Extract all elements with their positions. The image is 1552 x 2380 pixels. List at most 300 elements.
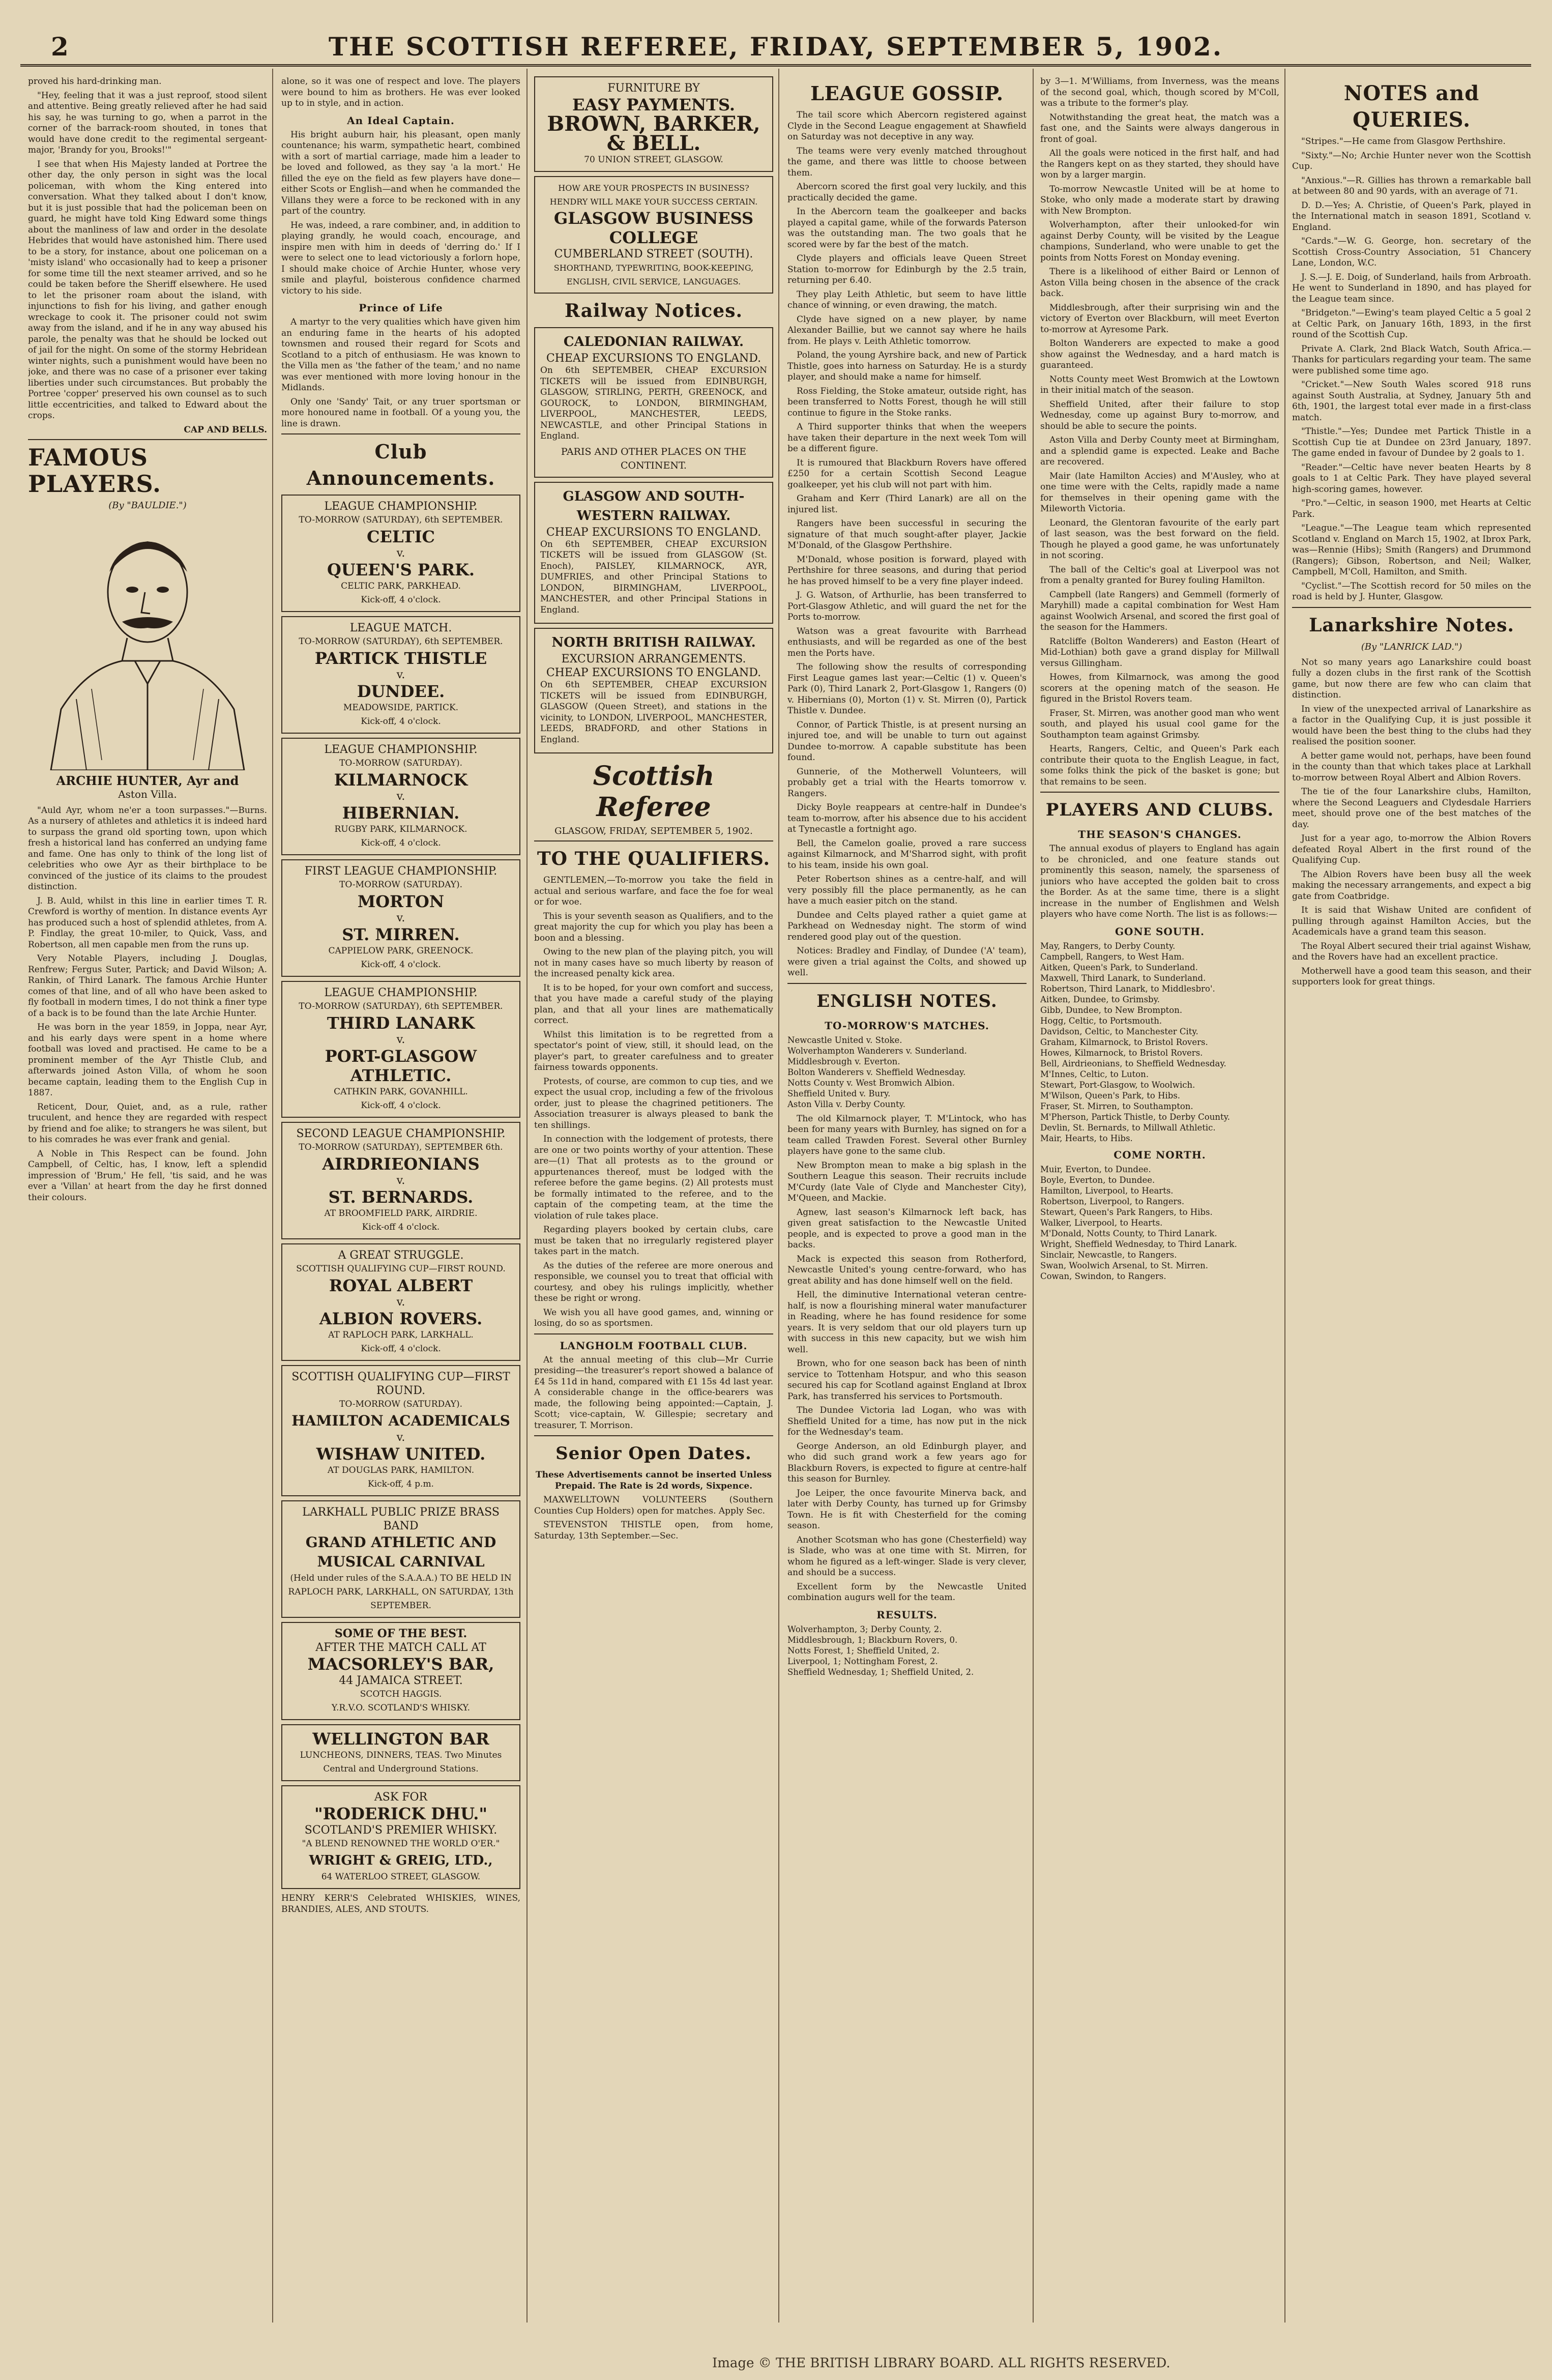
paragraph: Hell, the diminutive International veteran centre-half, is now a flourishing mineral water manufacturer in Reading, where he has found residence for some years. It is very seldom that our old players turn up with success in this new capacity, but we wish him well.	[787, 1290, 1027, 1355]
paragraph: "Auld Ayr, whom ne'er a toon surpasses."—Burns. As a nursery of athletes and athletics it is indeed hard to surpass the grand old sporting town, upon which fresh a historical land has conferred an undying fame and fame. One has only to think of the long list of celebrities who owe Ayr as their birthplace to be convinced of the justice of its claims to the proudest distinction.	[28, 805, 267, 892]
list-item: Stewart, Queen's Park Rangers, to Hibs.	[1040, 1207, 1213, 1217]
advert-line: SHORTHAND, TYPEWRITING, BOOK-KEEPING, ENGLISH, CIVIL SERVICE, LANGUAGES.	[553, 263, 754, 286]
paragraph: It is rumoured that Blackburn Rovers have offered £250 for a certain Scottish Second League goalkeeper, yet his club will not part with him.	[787, 457, 1027, 490]
paragraph: Excellent form by the Newcastle United combination augurs well for the team.	[787, 1581, 1027, 1603]
paragraph: Hearts, Rangers, Celtic, and Queen's Park each contribute their quota to the English League, in fact, some folks think the pick of the basket is gone; but that remains to be seen.	[1040, 744, 1279, 787]
advert-line: A GREAT STRUGGLE.	[338, 1249, 464, 1262]
advert-title: "RODERICK DHU."	[314, 1804, 488, 1823]
list-item: Bolton Wanderers v. Sheffield Wednesday.	[787, 1067, 966, 1077]
column-rule	[272, 69, 273, 2323]
advert-line: HOW ARE YOUR PROSPECTS IN BUSINESS? HENDRY WILL MAKE YOUR SUCCESS CERTAIN.	[549, 183, 758, 207]
advert-line: CUMBERLAND STREET (SOUTH).	[554, 248, 753, 260]
list-item: M'Pherson, Partick Thistle, to Derby County.	[1040, 1112, 1230, 1122]
paragraph: Ross Fielding, the Stoke amateur, outside right, has been transferred to Notts Forest, though he will still continue to figure in the Stoke ranks.	[787, 386, 1027, 418]
paragraph: As the duties of the referee are more onerous and responsible, we counsel you to treat that official with courtesy, and obey his rulings implicitly, whether these be right or wrong.	[534, 1260, 773, 1303]
match-advert	[281, 616, 520, 734]
list-item: Notts Forest, 1; Sheffield United, 2.	[787, 1645, 940, 1656]
advert-versus: v.	[396, 1296, 405, 1309]
advert-team: PARTICK THISTLE	[314, 649, 487, 668]
advert-line: SCOTLAND'S PREMIER WHISKY.	[304, 1824, 497, 1837]
paragraph: We wish you all have good games, and, winning or losing, do so as sportsmen.	[534, 1307, 773, 1328]
paragraph: Aston Villa and Derby County meet at Birmingham, and a splendid game is expected. Leake and Bache are recovered.	[1040, 435, 1279, 467]
masthead-title: THE SCOTTISH REFEREE, FRIDAY, SEPTEMBER 5, 1902.	[328, 32, 1223, 62]
paragraph: "Bridgeton."—Ewing's team played Celtic a 5 goal 2 at Celtic Park, on January 16th, 1893, in the first round of the Scottish Cup.	[1292, 308, 1531, 340]
advert-line: TO-MORROW (SATURDAY), 6th SEPTEMBER.	[299, 515, 503, 525]
archie-hunter-portrait	[41, 516, 254, 770]
advert-title: GLASGOW BUSINESS COLLEGE	[553, 209, 754, 247]
advert-line: LUNCHEONS, DINNERS, TEAS. Two Minutes Central and Underground Stations.	[300, 1750, 502, 1774]
divider	[1040, 792, 1279, 793]
paragraph: In the Abercorn team the goalkeeper and backs played a capital game, while of the forwards Paterson was the outstanding man. The two goals that he scored were by far the best of the match.	[787, 207, 1027, 250]
paragraph: Gunnerie, of the Motherwell Volunteers, will probably get a trial with the Hearts tomorrow v. Rangers.	[787, 766, 1027, 799]
paragraph: Motherwell have a good team this season, and their supporters look for great things.	[1292, 966, 1531, 987]
advert-line: 64 WATERLOO STREET, GLASGOW.	[321, 1872, 481, 1882]
divider	[534, 1333, 773, 1334]
divider	[534, 1435, 773, 1436]
list-item: Wolverhampton, 3; Derby County, 2.	[787, 1624, 942, 1634]
match-advert	[281, 1122, 520, 1239]
paragraph: In view of the unexpected arrival of Lanarkshire as a factor in the Qualifying Cup, it is just possible it would have been the best thing to the clubs had they realised the position sooner.	[1292, 704, 1531, 747]
advert-versus: v.	[396, 912, 405, 924]
paragraph: The ball of the Celtic's goal at Liverpool was not from a penalty granted for Burey fouling Hamilton.	[1040, 564, 1279, 586]
advert-line: SCOTCH HAGGIS.	[360, 1689, 442, 1699]
match-advert	[281, 738, 520, 855]
divider	[787, 983, 1027, 984]
paragraph: Owing to the new plan of the playing pitch, you will not in many cases have so much liberty by reason of the increased penalty kick area.	[534, 947, 773, 979]
paragraph: "Cards."—W. G. George, hon. secretary of the Scottish Cross-Country Association, 51 Chancery Lane, London, W.C.	[1292, 236, 1531, 268]
advert-team: KILMARNOCK	[334, 770, 468, 790]
paragraph: Notwithstanding the great heat, the match was a fast one, and the Saints were always dangerous in front of goal.	[1040, 112, 1279, 144]
list-item: Boyle, Everton, to Dundee.	[1040, 1175, 1155, 1185]
advert-versus: v.	[396, 1033, 405, 1046]
list-item: Wolverhampton Wanderers v. Sunderland.	[787, 1046, 967, 1056]
qualifiers-heading: TO THE QUALIFIERS.	[537, 848, 771, 869]
paragraph: Bell, the Camelon goalie, proved a rare success against Kilmarnock, and M'Sharrod sight, with profit to his team, inside his own goal.	[787, 838, 1027, 870]
paragraph: "League."—The League team which represented Scotland v. England on March 15, 1902, at Ibrox Park, was—Rennie (Hibs); Smith (Rangers) and Drummond (Rangers); Gibson, Robertson, and Neil; Walker, Campbell, M'Coll, Hamilton, and Smith.	[1292, 523, 1531, 577]
paragraph: Regarding players booked by certain clubs, care must be taken that no irregularly registered player takes part in the match.	[534, 1225, 773, 1257]
advert-line: TO-MORROW (SATURDAY), 6th SEPTEMBER.	[299, 636, 503, 647]
paragraph: I see that when His Majesty landed at Portree the other day, the only person in sight was the local policeman, with whom the King entered into conversation. What they talked about I don't know, but it is just possible that had the policeman been on guard, he might have told King Edward some things about the manliness of law and order in the desolate Hebrides that would have astonished him. There used to be a story, for instance, about one policeman on a 'misty island' who occasionally had to keep a prisoner for some time till the next steamer arrived, and so he could be taken before the Sheriff elsewhere. He used to let the prisoner roam about the island, with injunctions to fish for his living, and gather enough wreckage to cook it. The prisoner could not swim away from the island, and if he in any way abused his parole, the penalty was that he should be locked out of jail for the night. On some of the stormy Hebridean winter nights, such a punishment would have been no joke, and there was no case of a prisoner ever taking liberties under such circumstances. But probably the Portree 'copper' preserved his own counsel as to such little eccentricities, and talked to Edward about the crops.	[28, 159, 267, 421]
paragraph: Clyde players and officials leave Queen Street Station to-morrow for Edinburgh by the 2.5 train, returning per 6.40.	[787, 253, 1027, 285]
railway-notices-heading: Railway Notices.	[564, 300, 743, 322]
advert-team: THIRD LANARK	[327, 1013, 475, 1033]
paragraph: GENTLEMEN,—To-morrow you take the field in actual and serious warfare, and face the foe for weal or for woe.	[534, 875, 773, 907]
advert-team: HIBERNIAN.	[342, 803, 460, 823]
advert-line: "A BLEND RENOWNED THE WORLD O'ER."	[302, 1839, 500, 1849]
match-advert	[281, 981, 520, 1118]
paragraph: He was, indeed, a rare combiner, and, in addition to playing grandly, he would coach, encourage, and inspire men with him in deeds of 'derring do.' If I were to select one to lead victoriously a forlorn hope, I should make choice of Archie Hunter, whose very smile and playful, boisterous confidence charmed victory to his side.	[281, 220, 520, 296]
list-item: Liverpool, 1; Nottingham Forest, 2.	[787, 1656, 938, 1666]
column-3	[534, 76, 773, 2305]
paragraph: The teams were very evenly matched throughout the game, and there was little to choose between them.	[787, 146, 1027, 178]
column-fade	[1292, 2274, 1531, 2305]
paragraph: The annual exodus of players to England has again to be chronicled, and one feature stands out prominently this season, namely, the sparseness of juniors who have accepted the golden bait to cross the Border. As at the same time, there is a slight increase in the number of Englishmen and Welsh players who have come North. The list is as follows:—	[1040, 844, 1279, 919]
whisky-advert	[281, 1785, 520, 1889]
advert-title: WELLINGTON BAR	[312, 1729, 489, 1749]
list-item: M'Wilson, Queen's Park, to Hibs.	[1040, 1090, 1181, 1100]
advert-line: 44 JAMAICA STREET.	[339, 1674, 463, 1687]
advert-line: AT RAPLOCH PARK, LARKHALL.	[328, 1330, 474, 1340]
paragraph: alone, so it was one of respect and love. The players were bound to him as brothers. He was ever looked up to in style, and in action.	[281, 76, 520, 108]
english-notes-heading: ENGLISH NOTES.	[816, 991, 998, 1011]
advert-line: ASK FOR	[374, 1791, 428, 1804]
advert-line: TO-MORROW (SATURDAY).	[339, 758, 462, 768]
list-item: Aitken, Dundee, to Grimsby.	[1040, 994, 1160, 1004]
list-item: Aston Villa v. Derby County.	[787, 1099, 906, 1109]
paragraph: J. B. Auld, whilst in this line in earlier times T. R. Crewford is worthy of mention. In distance events Ayr has produced such a host of splendid athletes, from A. P. Findlay, the great 10-miler, to Quick, Vass, and Robertson, all men capable men from the runs up.	[28, 895, 267, 950]
advert-line: TO-MORROW (SATURDAY), SEPTEMBER 6th.	[299, 1142, 503, 1152]
advert-team: CELTIC	[367, 527, 435, 546]
subheading: An Ideal Captain.	[347, 114, 455, 127]
advert-line: Kick-off, 4 o'clock.	[361, 1100, 441, 1111]
paragraph: To-morrow Newcastle United will be at home to Stoke, who only made a moderate start by drawing with New Brompton.	[1040, 184, 1279, 216]
paragraph: Dicky Boyle reappears at centre-half in Dundee's team to-morrow, after his absence due to his accident at Tynecastle a fortnight ago.	[787, 802, 1027, 834]
paragraph: His bright auburn hair, his pleasant, open manly countenance; his warm, sympathetic heart, combined with a sort of martial carriage, made him a leader to be loved and followed, as they say 'a la mort.' He filled the eye on the field as few players have done—either Scots or English—and when he commanded the Villans they were a force to be reckoned with in any part of the country.	[281, 129, 520, 216]
advert-versus: v.	[396, 547, 405, 560]
list-item: Hamilton, Liverpool, to Hearts.	[1040, 1185, 1174, 1196]
advert-team: DUNDEE.	[357, 682, 445, 701]
advert-title: MACSORLEY'S BAR,	[307, 1655, 494, 1674]
list-item: Devlin, St. Bernards, to Millwall Athletic.	[1040, 1122, 1216, 1133]
paragraph: proved his hard-drinking man.	[28, 76, 162, 86]
list-item: Wright, Sheffield Wednesday, to Third Lanark.	[1040, 1239, 1237, 1249]
paragraph: At the annual meeting of this club—Mr Currie presiding—the treasurer's report showed a balance of £4 5s 11d in hand, compared with £1 15s 4d last year. A considerable change in the office-bearers was made, the following being appointed:—Captain, J. Scott; vice-captain, W. Gillespie; secretary and treasurer, T. Morrison.	[534, 1354, 773, 1431]
advert-line: CHEAP EXCURSIONS TO ENGLAND.	[546, 526, 762, 539]
paragraph: Abercorn scored the first goal very luckily, and this practically decided the game.	[787, 182, 1027, 203]
advert-line: SECOND LEAGUE CHAMPIONSHIP.	[296, 1127, 506, 1140]
list-item: Muir, Everton, to Dundee.	[1040, 1164, 1151, 1174]
paragraph: "Stripes."—He came from Glasgow Perthshire.	[1301, 136, 1506, 147]
advert-line: Kick-off, 4 o'clock.	[361, 960, 441, 970]
column-rule	[1033, 69, 1034, 2323]
paragraph: A martyr to the very qualities which have given him an enduring fame in the hearts of his adopted townsmen and roused their regard for Scots and Scotland to a pitch of enthusiasm. He was known to the Villa men as 'the father of the team,' and no name was ever mentioned with more loving honour in the Midlands.	[281, 317, 520, 393]
advert-title: EASY PAYMENTS.	[572, 95, 736, 114]
paragraph: Protests, of course, are common to cup ties, and we expect the usual crop, including a few of the frivolous order, just to please the chagrined petitioners. The Association treasurer is always pleased to bank the ten shillings.	[534, 1076, 773, 1130]
column-rule	[526, 69, 528, 2323]
paragraph: Graham and Kerr (Third Lanark) are all on the injured list.	[787, 494, 1027, 515]
paragraph: The Dundee Victoria lad Logan, who was with Sheffield United for a time, has now put in the nick for the Wednesday's team.	[787, 1405, 1027, 1437]
results-heading: RESULTS.	[876, 1608, 938, 1621]
portrait-caption: ARCHIE HUNTER, Ayr and	[56, 773, 239, 788]
advert-line: LEAGUE CHAMPIONSHIP.	[324, 500, 478, 513]
advert-line: CATHKIN PARK, GOVANHILL.	[334, 1087, 468, 1097]
dateline: GLASGOW, FRIDAY, SEPTEMBER 5, 1902.	[554, 826, 753, 836]
paragraph: The tie of the four Lanarkshire clubs, Hamilton, where the Second Leaguers and Clydesdale Harriers meet, should prove one of the best matches of the day.	[1292, 787, 1531, 830]
column-6	[1292, 76, 1531, 2305]
advert-team: AIRDRIEONIANS	[322, 1154, 480, 1174]
list-item: Middlesbrough v. Everton.	[787, 1056, 900, 1066]
paragraph: "Anxious."—R. Gillies has thrown a remarkable ball at between 80 and 90 yards, with an average of 71.	[1292, 175, 1531, 196]
paragraph: Dundee and Celts played rather a quiet game at Parkhead on Wednesday night. The storm of wind rendered good play out of the question.	[787, 910, 1027, 942]
column-rule	[778, 69, 779, 2323]
paragraph: New Brompton mean to make a big splash in the Southern League this season. Their recruits include M'Curdy (late Vale of Clyde and Manchester City), M'Queen, and Mackie.	[787, 1160, 1027, 1203]
paragraph: Notices: Bradley and Findlay, of Dundee ('A' team), were given a trial against the Colts, and showed up well.	[787, 946, 1027, 978]
league-gossip-heading: LEAGUE GOSSIP.	[810, 82, 1004, 105]
paragraph: Ratcliffe (Bolton Wanderers) and Easton (Heart of Mid-Lothian) both gave a grand display for Millwall versus Gillingham.	[1040, 636, 1279, 669]
paragraph: Only one 'Sandy' Tait, or any truer sportsman or more honoured name in football. Of a young you, the line is drawn.	[281, 396, 520, 429]
gone-south-heading: GONE SOUTH.	[1115, 925, 1205, 938]
paragraph: A Noble in This Respect can be found. John Campbell, of Celtic, has, I know, left a splendid impression of 'Brum,' He fell, 'tis said, and he was ever a 'Villan' at heart from the day he first donned their colours.	[28, 1148, 267, 1203]
subheading: Prince of Life	[359, 302, 443, 314]
advert-team: ROYAL ALBERT	[329, 1276, 473, 1295]
advert-title: GLASGOW AND SOUTH-WESTERN RAILWAY.	[563, 488, 745, 524]
byline: (By "BAULDIE.")	[108, 500, 187, 511]
list-item: Davidson, Celtic, to Manchester City.	[1040, 1026, 1198, 1036]
paragraph: These Advertisements cannot be inserted Unless Prepaid. The Rate is 2d words, Sixpence.	[535, 1470, 772, 1491]
paper-title: Scottish Referee	[593, 761, 715, 823]
paragraph: Notts County meet West Bromwich at the Lowtown in their initial match of the season.	[1040, 374, 1279, 395]
advert-line: 70 UNION STREET, GLASGOW.	[584, 155, 723, 165]
paragraph: Another Scotsman who has gone (Chesterfield) way is Slade, who was at one time with St. Mirren, for whom he figured as a left-winger. Slade is very clever, and should be a success.	[787, 1534, 1027, 1578]
paragraph: The Albion Rovers have been busy all the week making the necessary arrangements, and expect a big gate from Coatbridge.	[1292, 869, 1531, 902]
railway-advert	[534, 327, 773, 478]
paragraph: Mair (late Hamilton Accies) and M'Ausley, who at one time were with the Celts, rapidly made a name for themselves in their opening game with the Mileworth Victoria.	[1040, 471, 1279, 514]
paragraph: by 3—1. M'Williams, from Inverness, was the means of the second goal, which, though scored by M'Coll, was a tribute to the former's play.	[1040, 76, 1279, 108]
bar-advert	[281, 1622, 520, 1720]
paragraph: STEVENSTON THISTLE open, from home, Saturday, 13th September.—Sec.	[534, 1520, 773, 1541]
advert-title: NORTH BRITISH RAILWAY.	[551, 635, 756, 650]
lanarkshire-notes-heading: Lanarkshire Notes.	[1309, 614, 1514, 636]
masthead	[20, 32, 1531, 67]
divider	[534, 840, 773, 841]
advert-team: WISHAW UNITED.	[316, 1444, 486, 1464]
paragraph: It is to be hoped, for your own comfort and success, that you have made a careful study of the playing plan, and that all your lines are mathematically correct.	[534, 982, 773, 1026]
advert-line: AT DOUGLAS PARK, HAMILTON.	[327, 1465, 475, 1475]
paragraph: Connor, of Partick Thistle, is at present nursing an injured toe, and will be unable to turn out against Dundee to-morrow. A capable substitute has been found.	[787, 719, 1027, 763]
paragraph: "Pro."—Celtic, in season 1900, met Hearts at Celtic Park.	[1292, 498, 1531, 519]
advert-line: Kick-off, 4 o'clock.	[361, 595, 441, 605]
college-advert	[534, 176, 773, 294]
advert-line: LEAGUE CHAMPIONSHIP.	[324, 986, 478, 999]
portrait-caption-sub: Aston Villa.	[118, 788, 177, 800]
advert-title: WRIGHT & GREIG, LTD.,	[309, 1853, 493, 1868]
list-item: Cowan, Swindon, to Rangers.	[1040, 1271, 1166, 1281]
advert-line: FIRST LEAGUE CHAMPIONSHIP.	[304, 865, 497, 878]
page-number: 2	[51, 32, 69, 62]
list-item: M'Donald, Notts County, to Third Lanark.	[1040, 1228, 1217, 1238]
advert-line: RUGBY PARK, KILMARNOCK.	[334, 824, 467, 834]
list-item: Newcastle United v. Stoke.	[787, 1035, 902, 1045]
paragraph: This is your seventh season as Qualifiers, and to the great majority the cup for which you play has been a boon and a blessing.	[534, 911, 773, 943]
paragraph: "Reader."—Celtic have never beaten Hearts by 8 goals to 1 at Celtic Park. They have played several high-scoring games, however.	[1292, 462, 1531, 495]
advert-versus: v.	[396, 1431, 405, 1444]
paragraph: A better game would not, perhaps, have been found in the county than that which takes place at Larkhall to-morrow between Royal Albert and Albion Rovers.	[1292, 750, 1531, 783]
paragraph: Joe Leiper, the once favourite Minerva back, and later with Derby County, has turned up for Grimsby Town. He is fit with Chesterfield for the coming season.	[787, 1488, 1027, 1531]
paragraph: A Third supporter thinks that when the weepers have taken their departure in the next week Tom will be a different figure.	[787, 422, 1027, 454]
advert-versus: v.	[396, 790, 405, 803]
column-5	[1040, 76, 1279, 2305]
subheading: THE SEASON'S CHANGES.	[1078, 828, 1242, 840]
advert-line: CHEAP EXCURSIONS TO ENGLAND.	[546, 352, 762, 365]
senior-open-dates-heading: Senior Open Dates.	[555, 1443, 752, 1464]
advert-team: MORTON	[357, 892, 445, 911]
advert-line: LEAGUE CHAMPIONSHIP.	[324, 743, 478, 756]
advert-line: CELTIC PARK, PARKHEAD.	[341, 581, 461, 591]
paragraph: Mack is expected this season from Rotherford, Newcastle United's young centre-forward, who has great ability and has done himself well on the field.	[787, 1254, 1027, 1286]
advert-line: Kick-off, 4 o'clock.	[361, 1344, 441, 1354]
list-item: Notts County v. West Bromwich Albion.	[787, 1078, 955, 1088]
advert-line: (Held under rules of the S.A.A.A.) TO BE HELD IN RAPLOCH PARK, LARKHALL, ON SATURDAY, 13th SEPTEMBER.	[288, 1573, 514, 1611]
paragraph: Private A. Clark, 2nd Black Watch, South Africa.—Thanks for particulars regarding your team. The same were published some time ago.	[1292, 343, 1531, 376]
advert-text: On 6th SEPTEMBER, CHEAP EXCURSION TICKETS will be issued from EDINBURGH, GLASGOW (Queen Street), and stations in the vicinity, to LONDON, LIVERPOOL, MANCHESTER, LEEDS, BRADFORD, and other Stations in England.	[540, 680, 767, 745]
paragraph: J. G. Watson, of Arthurlie, has been transferred to Port-Glasgow Athletic, and will guard the net for the Ports to-morrow.	[787, 590, 1027, 622]
paragraph: The Royal Albert secured their trial against Wishaw, and the Rovers have had an excellent practice.	[1292, 941, 1531, 962]
paragraph: In connection with the lodgement of protests, there are one or two points worthy of your attention. These are—(1) That all protests as to the ground or appurtenances thereof, must be lodged with the referee before the game begins. (2) All protests must be formally intimated to the referee, and to the captain of the competing team, at the time the violation of rule takes place.	[534, 1134, 773, 1221]
column-4	[787, 76, 1027, 2305]
match-advert	[281, 1243, 520, 1361]
advert-line: Y.R.V.O. SCOTLAND'S WHISKY.	[331, 1703, 471, 1713]
paragraph: M'Donald, whose position is forward, played with Perthshire for three seasons, and during that period he has proved himself to be a very fine player indeed.	[787, 554, 1027, 587]
railway-advert	[534, 628, 773, 753]
column-fade	[1040, 2274, 1279, 2305]
paragraph: Bolton Wanderers are expected to make a good show against the Wednesday, and a hard match is guaranteed.	[1040, 338, 1279, 370]
railway-advert	[534, 482, 773, 624]
paragraph: Watson was a great favourite with Barrhead enthusiasts, and will be regarded as one of the best men the Ports have.	[787, 626, 1027, 658]
list-item: Robertson, Liverpool, to Rangers.	[1040, 1196, 1185, 1206]
match-advert	[281, 1365, 520, 1496]
paragraph: Wolverhampton, after their unlooked-for win against Derby County, will be visited by the League champions, Sunderland, who were unable to get the points from Notts Forest on Monday evening.	[1040, 220, 1279, 263]
list-item: Walker, Liverpool, to Hearts.	[1040, 1217, 1163, 1228]
paragraph: All the goals were noticed in the first half, and had the Rangers kept on as they started, they should have won by a larger margin.	[1040, 148, 1279, 180]
list-item: Howes, Kilmarnock, to Bristol Rovers.	[1040, 1048, 1203, 1058]
list-item: Stewart, Port-Glasgow, to Woolwich.	[1040, 1080, 1195, 1090]
advert-versus: v.	[396, 669, 405, 681]
column-fade	[787, 2274, 1027, 2305]
match-advert	[281, 495, 520, 612]
advert-line: SCOTTISH QUALIFYING CUP—FIRST ROUND.	[296, 1264, 506, 1274]
list-item: Gibb, Dundee, to New Brompton.	[1040, 1005, 1183, 1015]
advert-line: Kick-off, 4 o'clock.	[361, 716, 441, 727]
advert-line: Kick-off, 4 o'clock.	[361, 838, 441, 848]
advert-line: CAPPIELOW PARK, GREENOCK.	[328, 946, 474, 956]
paragraph: George Anderson, an old Edinburgh player, and who did such grand work a few years ago for Blackburn Rovers, is expected to figure at centre-half this season for Burnley.	[787, 1441, 1027, 1484]
list-item: Fraser, St. Mirren, to Southampton.	[1040, 1101, 1193, 1111]
advert-team: ALBION ROVERS.	[319, 1309, 483, 1328]
club-announcements-heading: Club Announcements.	[306, 440, 495, 489]
list-item: Bell, Airdrieonians, to Sheffield Wednesday.	[1040, 1058, 1226, 1068]
paragraph: There is a likelihood of either Baird or Lennon of Aston Villa being chosen in the absence of the crack back.	[1040, 267, 1279, 299]
advert-line: MEADOWSIDE, PARTICK.	[343, 703, 459, 713]
divider	[281, 433, 520, 434]
furniture-advert	[534, 76, 773, 172]
list-item: Sheffield United v. Bury.	[787, 1088, 891, 1098]
advert-text: HENRY KERR'S Celebrated WHISKIES, WINES, BRANDIES, ALES, AND STOUTS.	[281, 1893, 520, 1914]
advert-team: ST. BERNARDS.	[328, 1187, 474, 1207]
divider	[1292, 607, 1531, 608]
list-item: Robertson, Third Lanark, to Middlesbro'.	[1040, 983, 1215, 994]
list-item: Aitken, Queen's Park, to Sunderland.	[1040, 962, 1198, 972]
advert-team: ST. MIRREN.	[342, 925, 460, 944]
paragraph: Leonard, the Glentoran favourite of the early part of last season, was the best forward on the field. Though he played a good game, he was unfortunately in not scoring.	[1040, 517, 1279, 561]
advert-line: PARIS AND OTHER PLACES ON THE CONTINENT.	[561, 446, 747, 471]
advert-line: LARKHALL PUBLIC PRIZE BRASS BAND	[302, 1506, 500, 1532]
signature: CAP AND BELLS.	[184, 424, 267, 435]
advert-versus: v.	[396, 1174, 405, 1187]
match-advert	[281, 859, 520, 977]
paragraph: Sheffield United, after their failure to stop Wednesday, come up against Bury to-morrow, and should be able to secure the points.	[1040, 399, 1279, 431]
carnival-advert	[281, 1500, 520, 1618]
paragraph: "Hey, feeling that it was a just reproof, stood silent and attentive. Being greatly relieved after he had said his say, he was turning to go, when a parrot in the corner of the barrack-room shouted, in tones that would have done credit to the regimental sergeant-major, 'Brandy for you, Brooks!'"	[28, 90, 267, 155]
paragraph: It is said that Wishaw United are confident of pulling through against Hamilton Accies, but the Academicals have a grand team this season.	[1292, 905, 1531, 937]
column-rule	[1284, 69, 1285, 2323]
list-item: Mair, Hearts, to Hibs.	[1040, 1133, 1133, 1143]
list-item: Campbell, Rangers, to West Ham.	[1040, 951, 1185, 962]
paragraph: "Thistle."—Yes; Dundee met Partick Thistle in a Scottish Cup tie at Dundee on 23rd January, 1897. The game ended in favour of Dundee by 2 goals to 1.	[1292, 426, 1531, 458]
list-item: Sinclair, Newcastle, to Rangers.	[1040, 1250, 1177, 1260]
paragraph: Whilst this limitation is to be regretted from a spectator's point of view, still, it should lead, on the player's part, to greater carefulness and to greater fairness towards opponents.	[534, 1029, 773, 1072]
paragraph: Not so many years ago Lanarkshire could boast fully a dozen clubs in the first rank of the Scottish game, but now there are few who can claim that distinction.	[1292, 657, 1531, 700]
column-1	[28, 76, 267, 2305]
paragraph: The following show the results of corresponding First League games last year:—Celtic (1) v. Queen's Park (0), Third Lanark 2, Port-Glasgow 1, Rangers (0) v. Hibernians (0), Morton (1) v. St. Mirren (0), Partick Thistle v. Dundee.	[787, 662, 1027, 716]
advert-line: SCOTTISH QUALIFYING CUP—FIRST ROUND.	[291, 1371, 510, 1397]
famous-players-heading: FAMOUS PLAYERS.	[28, 443, 162, 498]
paragraph: Campbell (late Rangers) and Gemmell (formerly of Maryhill) made a capital combination for West Ham against Woolwich Arsenal, and scored the first goal of the season for the Hammers.	[1040, 589, 1279, 632]
langholm-heading: LANGHOLM FOOTBALL CLUB.	[560, 1339, 748, 1352]
advert-line: Kick-off, 4 p.m.	[368, 1479, 434, 1489]
byline: (By "LANRICK LAD.")	[1361, 641, 1462, 652]
advert-line: TO-MORROW (SATURDAY).	[339, 880, 462, 890]
paragraph: Clyde have signed on a new player, by name Alexander Baillie, but we cannot say where he hails from. He plays v. Leith Athletic tomorrow.	[787, 314, 1027, 346]
come-north-heading: COME NORTH.	[1114, 1148, 1206, 1161]
advert-title: CALEDONIAN RAILWAY.	[563, 334, 744, 350]
paragraph: Howes, from Kilmarnock, was among the good scorers at the opening match of the season. He figured in the Bristol Rovers team.	[1040, 672, 1279, 704]
paragraph: J. S.—J. E. Doig, of Sunderland, hails from Arbroath. He went to Sunderland in 1890, and has played for the League team since.	[1292, 272, 1531, 304]
paragraph: They play Leith Athletic, but seem to have little chance of winning, or even drawing, the match.	[787, 289, 1027, 310]
divider	[28, 439, 267, 440]
paragraph: Middlesbrough, after their surprising win and the victory of Everton over Blackburn, will meet Everton to-morrow at Ayresome Park.	[1040, 302, 1279, 335]
paragraph: Fraser, St. Mirren, was another good man who went south, and played his usual cool game for the Southampton team against Grimsby.	[1040, 708, 1279, 740]
paragraph: Rangers have been successful in securing the signature of that much sought-after player, Jackie M'Donald, of the Glasgow Perthshire.	[787, 518, 1027, 550]
column-fade	[28, 2274, 267, 2305]
advert-line: EXCURSION ARRANGEMENTS. CHEAP EXCURSIONS TO ENGLAND.	[546, 653, 762, 679]
paragraph: "Cyclist."—The Scottish record for 50 miles on the road is held by J. Hunter, Glasgow.	[1292, 581, 1531, 602]
list-item: Hogg, Celtic, to Portsmouth.	[1040, 1015, 1162, 1026]
advert-team: QUEEN'S PARK.	[327, 560, 475, 579]
paragraph: Peter Robertson shines as a centre-half, and will very possibly fill the place permanently, as he can have a much easier pitch on the stand.	[787, 874, 1027, 906]
list-item: Middlesbrough, 1; Blackburn Rovers, 0.	[787, 1635, 958, 1645]
bar-advert	[281, 1724, 520, 1781]
column-fade	[281, 2274, 520, 2305]
paragraph: He was born in the year 1859, in Joppa, near Ayr, and his early days were spent in a home where football was loved and practised. He came to be a prominent member of the Ayr Thistle Club, and afterwards joined Aston Villa, of whom he soon became captain, leading them to the English Cup in 1887.	[28, 1022, 267, 1098]
list-item: Maxwell, Third Lanark, to Sunderland.	[1040, 973, 1206, 983]
advert-line: FURNITURE BY	[607, 82, 700, 95]
advert-line: TO-MORROW (SATURDAY), 6th SEPTEMBER.	[299, 1001, 503, 1011]
copyright-footer: Image © THE BRITISH LIBRARY BOARD. ALL RIGHTS RESERVED.	[712, 2356, 1170, 2371]
column-fade	[534, 2274, 773, 2305]
notes-and-queries-heading: NOTES and QUERIES.	[1343, 81, 1480, 132]
paragraph: The old Kilmarnock player, T. M'Lintock, who has been for many years with Burnley, has signed on for a team called Trawden Forest. Several other Burnley players have gone to the same club.	[787, 1113, 1027, 1156]
advert-text: On 6th SEPTEMBER, CHEAP EXCURSION TICKETS will be issued from EDINBURGH, GLASGOW, STIRLING, PERTH, GREENOCK, and GOUROCK, to LONDON, BIRMINGHAM, LIVERPOOL, MANCHESTER, LEEDS, NEWCASTLE, and other Principal Stations in England.	[540, 365, 767, 441]
subheading: TO-MORROW'S MATCHES.	[825, 1019, 989, 1032]
advert-line: AT BROOMFIELD PARK, AIRDRIE.	[324, 1208, 478, 1218]
paragraph: Just for a year ago, to-morrow the Albion Rovers defeated Royal Albert in the first round of the Qualifying Cup.	[1292, 833, 1531, 865]
advert-team: PORT-GLASGOW ATHLETIC.	[325, 1047, 477, 1085]
advert-line: TO-MORROW (SATURDAY).	[339, 1399, 462, 1409]
paragraph: Agnew, last season's Kilmarnock left back, has given great satisfaction to the Newcastle United people, and is expected to prove a good man in the backs.	[787, 1207, 1027, 1250]
list-item: M'Innes, Celtic, to Luton.	[1040, 1069, 1149, 1079]
paragraph: Very Notable Players, including J. Douglas, Renfrew; Fergus Suter, Partick; and David Wilson; A. Rankin, of Third Lanark. The famous Archie Hunter comes of that line, and of all who have been asked to fly football in modern times, I do not think a finer type of a back is to be found than the late Archie Hunter.	[28, 953, 267, 1019]
paragraph: Poland, the young Ayrshire back, and new of Partick Thistle, goes into harness on Saturday. He is a sturdy player, and should make a name for himself.	[787, 350, 1027, 382]
advert-line: AFTER THE MATCH CALL AT	[315, 1641, 486, 1654]
paragraph: Reticent, Dour, Quiet, and, as a rule, rather truculent, and hence they are regarded with respect by friend and foe alike; to strangers he was silent, but to his comrades he was ever frank and genial.	[28, 1101, 267, 1145]
players-and-clubs-heading: PLAYERS AND CLUBS.	[1045, 800, 1274, 820]
paragraph: "Cricket."—New South Wales scored 918 runs against South Australia, at Sydney, January 5th and 6th, 1901, the largest total ever made in a first-class match.	[1292, 380, 1531, 423]
paragraph: Brown, who for one season back has been of ninth service to Tottenham Hotspur, and who this season secured his cap for Scotland against England at Ibrox Park, has transferred his services to Portsmouth.	[787, 1358, 1027, 1402]
paragraph: D. D.—Yes; A. Christie, of Queen's Park, played in the International match in season 1891, Scotland v. England.	[1292, 200, 1531, 233]
advert-line: SOME OF THE BEST.	[334, 1627, 467, 1640]
list-item: Sheffield Wednesday, 1; Sheffield United, 2.	[787, 1667, 974, 1677]
list-item: May, Rangers, to Derby County.	[1040, 941, 1176, 951]
